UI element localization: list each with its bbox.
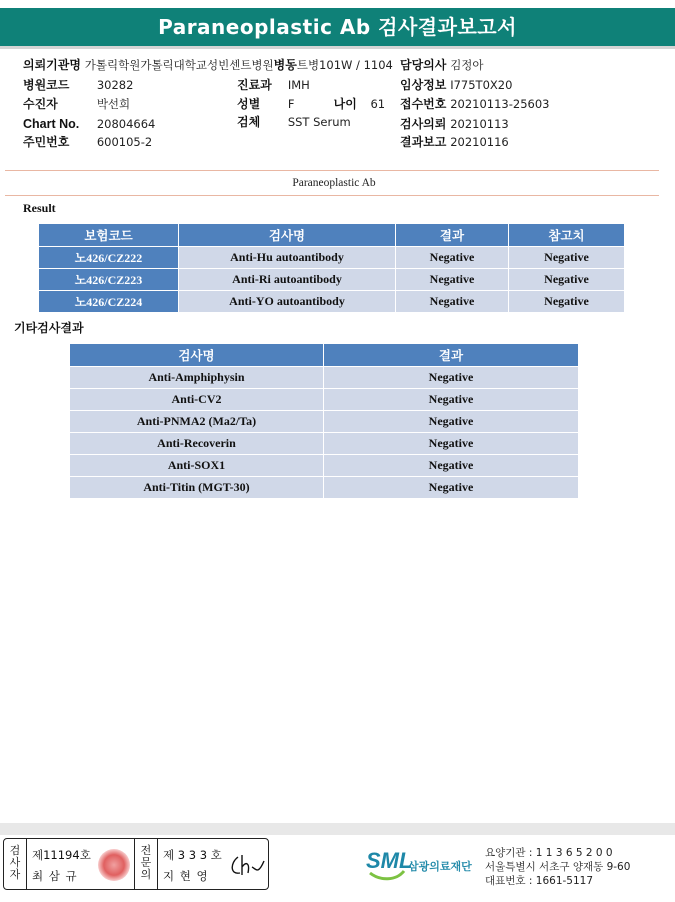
id-no-value: 600105-2 xyxy=(96,135,153,149)
sex-label: 성별 xyxy=(237,97,261,111)
sex-value: F xyxy=(287,97,295,111)
test-name: Anti-Titin (MGT-30) xyxy=(70,476,324,498)
specialist-label-char: 의 xyxy=(140,868,152,881)
test-result: Negative xyxy=(324,410,578,432)
id-no-row xyxy=(23,134,152,150)
reference-value: Negative xyxy=(509,268,624,290)
id-no-label: 주민번호 xyxy=(23,135,70,149)
doctor-value: 김정아 xyxy=(450,58,484,72)
other-table-header xyxy=(70,344,578,366)
footer-band xyxy=(0,823,675,835)
institution-code: 요양기관 : 1 1 3 6 5 2 0 0 xyxy=(485,847,613,859)
test-name: Anti-Recoverin xyxy=(70,432,324,454)
official-seal xyxy=(98,849,130,881)
test-name: Anti-Ri autoantibody xyxy=(179,268,396,290)
receipt-row xyxy=(400,96,549,112)
table-row xyxy=(70,476,578,498)
report-caption: Paraneoplastic Ab xyxy=(292,177,376,189)
specimen-value: SST Serum xyxy=(287,115,351,129)
test-name: Anti-YO autoantibody xyxy=(179,290,396,312)
title-underline xyxy=(0,46,675,49)
doctor-row xyxy=(400,57,484,73)
result-table-header xyxy=(39,224,624,246)
table-row xyxy=(70,432,578,454)
signature-mark xyxy=(228,849,266,881)
top-margin xyxy=(0,0,675,8)
hospital-code-value: 30282 xyxy=(96,78,134,92)
ward-label: 병동 xyxy=(273,58,297,72)
table-row xyxy=(39,246,624,268)
department-label: 진료과 xyxy=(237,78,272,92)
table-row xyxy=(70,454,578,476)
table-row xyxy=(39,268,624,290)
request-date-label: 검사의뢰 xyxy=(400,117,447,131)
test-result: Negative xyxy=(396,268,509,290)
specimen-row xyxy=(237,114,351,130)
header-test: 검사명 xyxy=(70,344,324,366)
chart-no-label: Chart No. xyxy=(23,117,80,131)
tester-name: 최 삼 규 xyxy=(32,869,78,883)
receipt-no-value: 20210113-25603 xyxy=(450,97,550,111)
tester-label-char: 자 xyxy=(9,868,21,881)
ward-value: 트병101W / 1104 xyxy=(296,58,393,72)
test-result: Negative xyxy=(324,366,578,388)
sign-divider xyxy=(26,839,27,889)
collector-row xyxy=(23,96,130,112)
specimen-label: 검체 xyxy=(237,115,261,129)
header-code: 보험코드 xyxy=(39,224,179,246)
receipt-no-label: 접수번호 xyxy=(400,97,447,111)
result-table xyxy=(39,224,624,312)
clinical-info-label: 임상정보 xyxy=(400,78,447,92)
test-result: Negative xyxy=(324,454,578,476)
report-date-row xyxy=(400,134,509,150)
reference-value: Negative xyxy=(509,290,624,312)
chart-no-value: 20804664 xyxy=(96,117,156,131)
header-result: 결과 xyxy=(324,344,578,366)
table-row xyxy=(70,410,578,432)
tester-label-char: 사 xyxy=(9,856,21,869)
table-row xyxy=(39,290,624,312)
header-test: 검사명 xyxy=(179,224,396,246)
phone: 대표번호 : 1661-5117 xyxy=(485,875,594,887)
test-name: Anti-CV2 xyxy=(70,388,324,410)
other-tests-table xyxy=(70,344,578,498)
chart-no-row xyxy=(23,116,155,132)
hospital-code-row xyxy=(23,77,133,93)
test-result: Negative xyxy=(396,290,509,312)
report-date-value: 20210116 xyxy=(450,135,509,149)
result-section-label: Result xyxy=(23,201,56,215)
age-value: 61 xyxy=(370,97,386,111)
test-name: Anti-Hu autoantibody xyxy=(179,246,396,268)
report-title: Paraneoplastic Ab 검사결과보고서 xyxy=(0,8,675,46)
department-value: IMH xyxy=(287,78,310,92)
sex-row xyxy=(237,96,385,112)
test-name: Anti-PNMA2 (Ma2/Ta) xyxy=(70,410,324,432)
table-row xyxy=(70,388,578,410)
org-name: 삼광의료재단 xyxy=(408,860,472,873)
test-name: Anti-Amphiphysin xyxy=(70,366,324,388)
request-date-value: 20210113 xyxy=(450,117,509,131)
test-result: Negative xyxy=(324,476,578,498)
clinical-info-row xyxy=(400,77,512,93)
header-result: 결과 xyxy=(396,224,509,246)
insurance-code: 노426/CZ223 xyxy=(39,268,179,290)
institution-label: 의뢰기관명 xyxy=(23,58,81,72)
collector-label: 수진자 xyxy=(23,97,58,111)
specialist-license: 제 3 3 3 호 xyxy=(163,848,222,862)
divider-top xyxy=(5,170,659,171)
department-row xyxy=(237,77,310,93)
table-row xyxy=(70,366,578,388)
divider-bottom xyxy=(5,195,659,196)
collector-value: 박선희 xyxy=(96,97,131,111)
institution-value: 가톨릭학원가톨릭대학교성빈센트병원 xyxy=(84,58,274,72)
test-name: Anti-SOX1 xyxy=(70,454,324,476)
hospital-code-label: 병원코드 xyxy=(23,78,70,92)
specialist-name: 지 현 영 xyxy=(163,869,209,883)
specialist-label-char: 전 xyxy=(140,844,152,857)
header-reference: 참고치 xyxy=(509,224,624,246)
reference-value: Negative xyxy=(509,246,624,268)
sign-divider xyxy=(157,839,158,889)
institution-row xyxy=(23,57,393,73)
tester-license: 제11194호 xyxy=(32,848,91,862)
test-result: Negative xyxy=(324,388,578,410)
address: 서울특별시 서초구 양재동 9-60 xyxy=(485,861,631,873)
tester-label xyxy=(4,845,26,881)
other-section-label: 기타검사결과 xyxy=(14,321,84,335)
tester-label-char: 검 xyxy=(9,844,21,857)
age-label: 나이 xyxy=(333,97,357,111)
insurance-code: 노426/CZ222 xyxy=(39,246,179,268)
insurance-code: 노426/CZ224 xyxy=(39,290,179,312)
sml-logo-text: SML xyxy=(366,848,413,873)
test-result: Negative xyxy=(396,246,509,268)
specialist-label-char: 문 xyxy=(140,856,152,869)
report-date-label: 결과보고 xyxy=(400,135,447,149)
request-date-row xyxy=(400,116,509,132)
clinical-info-value: I775T0X20 xyxy=(450,78,513,92)
signature-box xyxy=(3,838,269,890)
doctor-label: 담당의사 xyxy=(400,58,447,72)
test-result: Negative xyxy=(324,432,578,454)
specialist-label xyxy=(135,845,157,881)
